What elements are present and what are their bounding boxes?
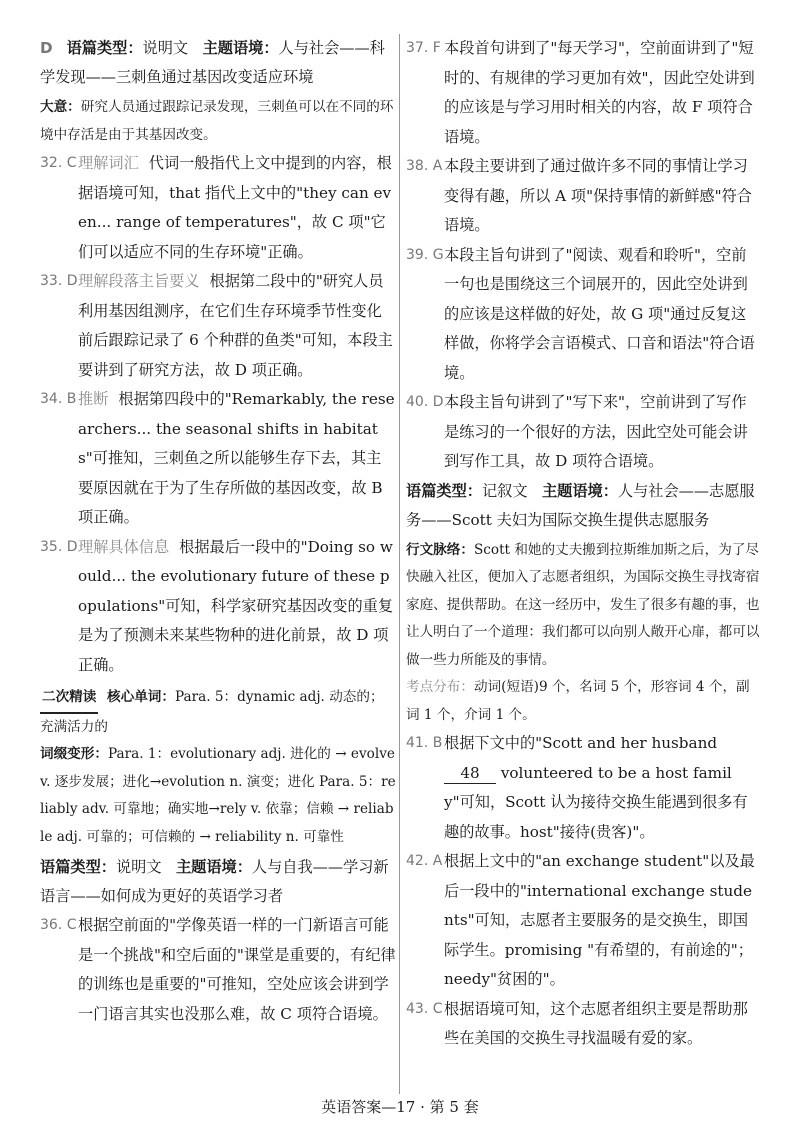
answer-item-39: 39. G 本段主旨句讲到了"阅读、观看和聆听"，空前一句也是围绕这三个词展开的，因此空处讲到的应该是这样做的好处，故 G 项"通过反复这样做，你将学会言语模式、口音和语法"符合语境。 (406, 245, 755, 382)
page-footer: 英语答案—17 · 第 5 套 (321, 1098, 479, 1116)
second-reading-core: 二次精读 核心单词：Para. 5：dynamic adj. 动态的；充满活力的 (40, 684, 396, 741)
answer-item-42: 42. A 根据上文中的"an exchange student"以及最后一段中的"international exchange students"可知，志愿者主要服务的是交换生，即国际学生。promising "有希望的，有前途的"；needy"贫困的"。 (406, 852, 755, 988)
second-reading-tag: 二次精读 (40, 684, 98, 714)
answer-item-32: 32. C 理解词汇 代词一般指代上文中提到的内容，根据语境可知，that 指代上文中的"they can even... range of temperatures"，故 C 项"它们可以适应不同的生存环境"正确。 (40, 154, 392, 261)
blank-number: 48 (444, 763, 496, 784)
passage-outline: 行文脉络：Scott 和她的丈夫搬到拉斯维加斯之后，为了尽快融入社区，便加入了志愿者组织，为国际交换生寻找寄宿家庭、提供帮助。在这一经历中，发生了很多有趣的事，也让人明白了一个道理：我们都可以向别人敞开心扉，都可以做一些力所能及的事情。 (406, 541, 760, 668)
exam-point-analysis: 考点分布：动词(短语)9 个，名词 5 个，形容词 4 个，副词 1 个，介词 1 个。 (406, 679, 750, 723)
answer-item-34: 34. B 推断 根据第四段中的"Remarkably, the researchers... the seasonal shifts in habitats"可推知，三刺鱼之所以能够生存下去，其主要原因就在于为了生存所做的基因改变，故 B 项正确。 (40, 390, 395, 526)
answer-item-40: 40. D 本段主旨句讲到了"写下来"，空前讲到了写作是练习的一个很好的方法，因此空处可能会讲到写作工具，故 D 项符合语境。 (406, 393, 748, 470)
passage-summary: 大意：研究人员通过跟踪记录发现，三刺鱼可以在不同的环境中存活是由于其基因改变。 (40, 99, 394, 143)
answer-item-35: 35. D 理解具体信息 根据最后一段中的"Doing so would... the evolutionary future of these populations"可知，科学家研究基因改变的重复是为了预测未来某些物种的进化前景，故 D 项正确。 (40, 537, 394, 674)
answer-item-36: 36. C 根据空前面的"学像英语一样的一门新语言可能是一个挑战"和空后面的"课堂是重要的，有纪律的训练也是重要的"可推知，空处应该会讲到学一门语言其实也没那么难，故 C 项符合语境。 (40, 916, 396, 1023)
answer-item-37: 37. F 本段首句讲到了"每天学习"，空前面讲到了"短时的、有规律的学习更加有效"，因此空处讲到的应该是与学习用时相关的内容，故 F 项符合语境。 (406, 39, 755, 146)
column-divider (399, 34, 400, 1094)
passage-mark: D (40, 39, 53, 57)
right-column (406, 34, 760, 1054)
answer-item-38: 38. A 本段主要讲到了通过做许多不同的事情让学习变得有趣，所以 A 项"保持事情的新鲜感"符合语境。 (406, 157, 752, 234)
passage-cloze-header: 语篇类型：记叙文 主题语境：人与社会——志愿服务——Scott 夫妇为国际交换生提供志愿服务 (406, 481, 755, 529)
left-column (40, 34, 396, 1029)
answer-item-41: 41. B 根据下文中的"Scott and her husband 48 volunteered to be a host family"可知，Scott 认为接待交换生能遇到很多有趣的故事。host"接待(贵客)"。 (406, 734, 748, 841)
second-reading-affix: 词缀变形：Para. 1：evolutionary adj. 进化的 → evolve v. 逐步发展；进化→evolution n. 演变；进化 Para. 5：reliably adv. 可靠地；确实地→rely v. 依靠；信赖 → reliable adj. 可靠的；可信赖的 → reliability n. 可靠性 (40, 746, 396, 845)
passage-d-header: D 语篇类型：说明文 主题语境：人与社会——科学发现——三刺鱼通过基因改变适应环境 (40, 39, 385, 86)
answer-item-33: 33. D 理解段落主旨要义 根据第二段中的"研究人员利用基因组测序，在它们生存环境季节性变化前后跟踪记录了 6 个种群的鱼类"可知，本段主要讲到了研究方法，故 D 项正确。 (40, 272, 393, 379)
passage-next-header: 语篇类型：说明文 主题语境：人与自我——学习新语言——如何成为更好的英语学习者 (40, 858, 389, 905)
answer-item-43: 43. C 根据语境可知，这个志愿者组织主要是帮助那些在美国的交换生寻找温暖有爱的家。 (406, 999, 748, 1047)
